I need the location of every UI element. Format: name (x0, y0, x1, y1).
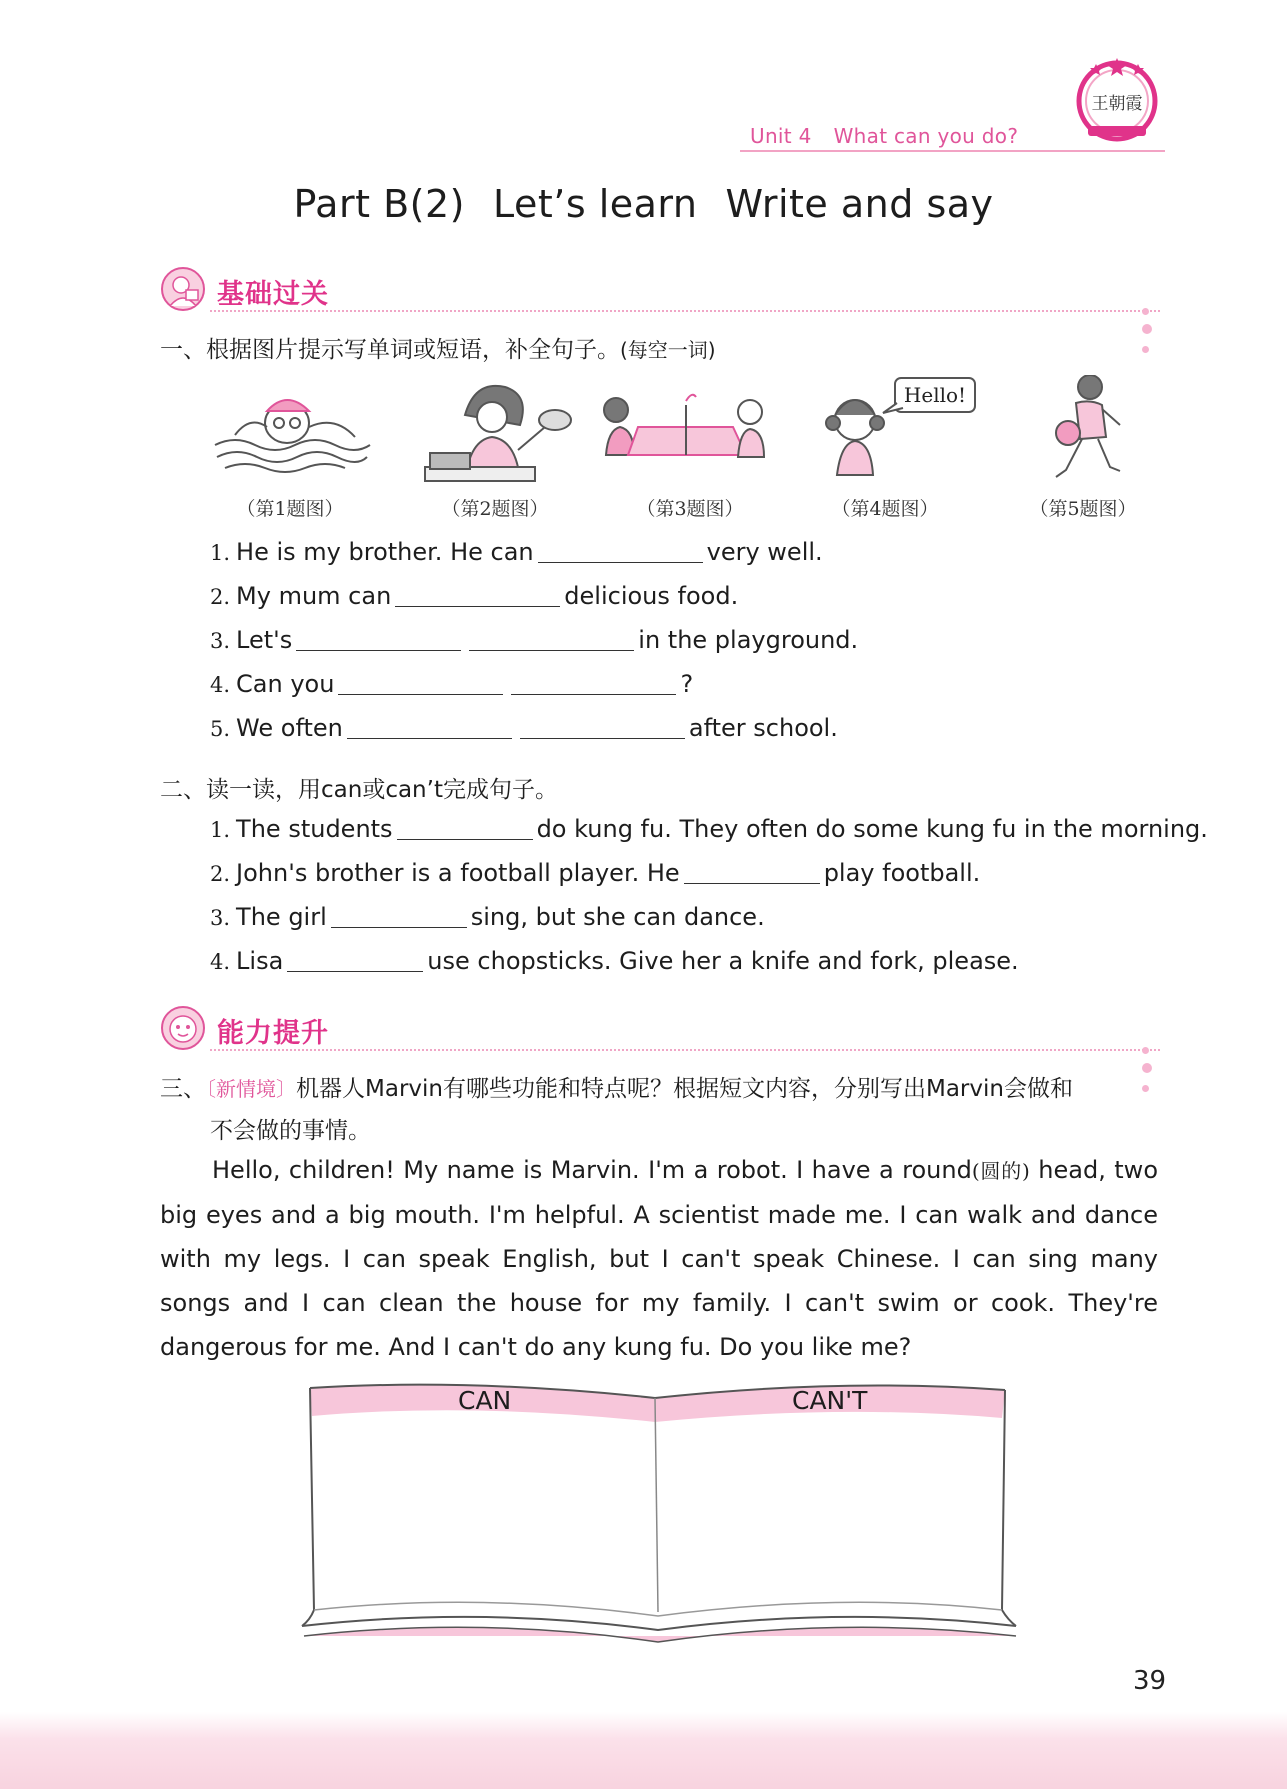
q2-item: 2. John's brother is a football player. He play football. (210, 859, 981, 887)
picture-caption-1: （第1题图） (236, 498, 344, 520)
unit-header (750, 124, 1018, 148)
publisher-badge-icon (1074, 56, 1160, 142)
cant-answer-area[interactable] (664, 1440, 994, 1620)
q1-item: 4. Can you ? (210, 670, 694, 698)
q2-heading: 二、读一读，用can或can’t完成句子。 (160, 777, 558, 803)
answer-blank[interactable] (469, 628, 634, 651)
q2-item: 1. The students do kung fu. They often do some kung fu in the morning. (210, 815, 1208, 843)
answer-blank[interactable] (684, 861, 820, 884)
answer-blank[interactable] (338, 672, 503, 695)
monkey-face-icon (160, 1005, 206, 1051)
title-part: Part B(2) (293, 182, 465, 226)
title-write: Write and say (725, 182, 994, 226)
svg-text:王朝霞: 王朝霞 (1091, 94, 1143, 114)
picture-caption-4: （第4题图） (831, 498, 939, 520)
can-answer-area[interactable] (318, 1440, 648, 1620)
answer-blank[interactable] (331, 905, 467, 928)
boy-basketball-icon (1010, 375, 1180, 485)
q1-heading: 一、根据图片提示写单词或短语，补全句子。(每空一词) (160, 337, 716, 363)
speech-bubble: Hello! (903, 383, 967, 407)
section-advanced-title: 能力提升 (217, 1018, 329, 1049)
new-context-tag: 〔新情境〕 (206, 1077, 296, 1101)
page-number: 39 (1133, 1666, 1167, 1696)
unit-number: Unit 4 (750, 124, 812, 148)
answer-blank[interactable] (347, 716, 512, 739)
answer-blank[interactable] (511, 672, 676, 695)
answer-blank[interactable] (397, 817, 533, 840)
q1-item: 1. He is my brother. He can very well. (210, 538, 823, 566)
q2-item: 3. The girl sing, but she can dance. (210, 903, 765, 931)
answer-blank[interactable] (296, 628, 461, 651)
page-bottom-band (0, 1712, 1287, 1789)
student-reading-icon (160, 266, 206, 312)
answer-blank[interactable] (538, 540, 703, 563)
q1-note: (每空一词) (620, 338, 716, 362)
q3-heading: 三、〔新情境〕机器人Marvin有哪些功能和特点呢？根据短文内容，分别写出Marvin会做和 (160, 1076, 1073, 1102)
page-title (0, 182, 1287, 226)
girl-speaking-icon (815, 375, 985, 485)
q1-item: 3. Let's in the playground. (210, 626, 859, 654)
picture-caption-3: （第3题图） (636, 498, 744, 520)
answer-blank[interactable] (520, 716, 685, 739)
section-advanced-header (160, 1005, 1160, 1053)
picture-caption-2: （第2题图） (441, 498, 549, 520)
q1-item: 5. We often after school. (210, 714, 838, 742)
q2-item: 4. Lisa use chopsticks. Give her a knife and fork, please. (210, 947, 1019, 975)
section-basic-title: 基础过关 (217, 279, 329, 310)
title-learn: Let’s learn (492, 182, 698, 226)
ping-pong-kids-icon (598, 375, 768, 485)
robot-passage: Hello, children! My name is Marvin. I'm a robot. I have a round(圆的) head, two big eyes and a big mouth. I'm helpful. A scientist made me. I can walk and dance with my legs. I can speak English, but I can't speak Chinese. I can sing many songs and I can clean the house for my family. I can't swim or cook. They're dangerous for me. And I can't do any kung fu. Do you like me? (160, 1156, 1158, 1361)
passage-note: (圆的) (971, 1159, 1030, 1183)
unit-title: What can you do? (833, 124, 1019, 148)
q3-heading-cont: 不会做的事情。 (210, 1118, 371, 1144)
picture-caption-5: （第5题图） (1029, 498, 1137, 520)
answer-blank[interactable] (287, 949, 423, 972)
q1-item: 2. My mum can delicious food. (210, 582, 739, 610)
header-rule (740, 150, 1165, 152)
cant-column-header: CAN'T (792, 1386, 868, 1415)
swimming-boy-icon (205, 375, 375, 485)
can-column-header: CAN (458, 1386, 512, 1415)
section-rule (210, 310, 1160, 312)
answer-blank[interactable] (395, 584, 560, 607)
section-rule (210, 1049, 1160, 1051)
section-basic-header (160, 266, 1160, 314)
cooking-mum-icon (420, 375, 590, 485)
section-dots (1142, 300, 1160, 357)
